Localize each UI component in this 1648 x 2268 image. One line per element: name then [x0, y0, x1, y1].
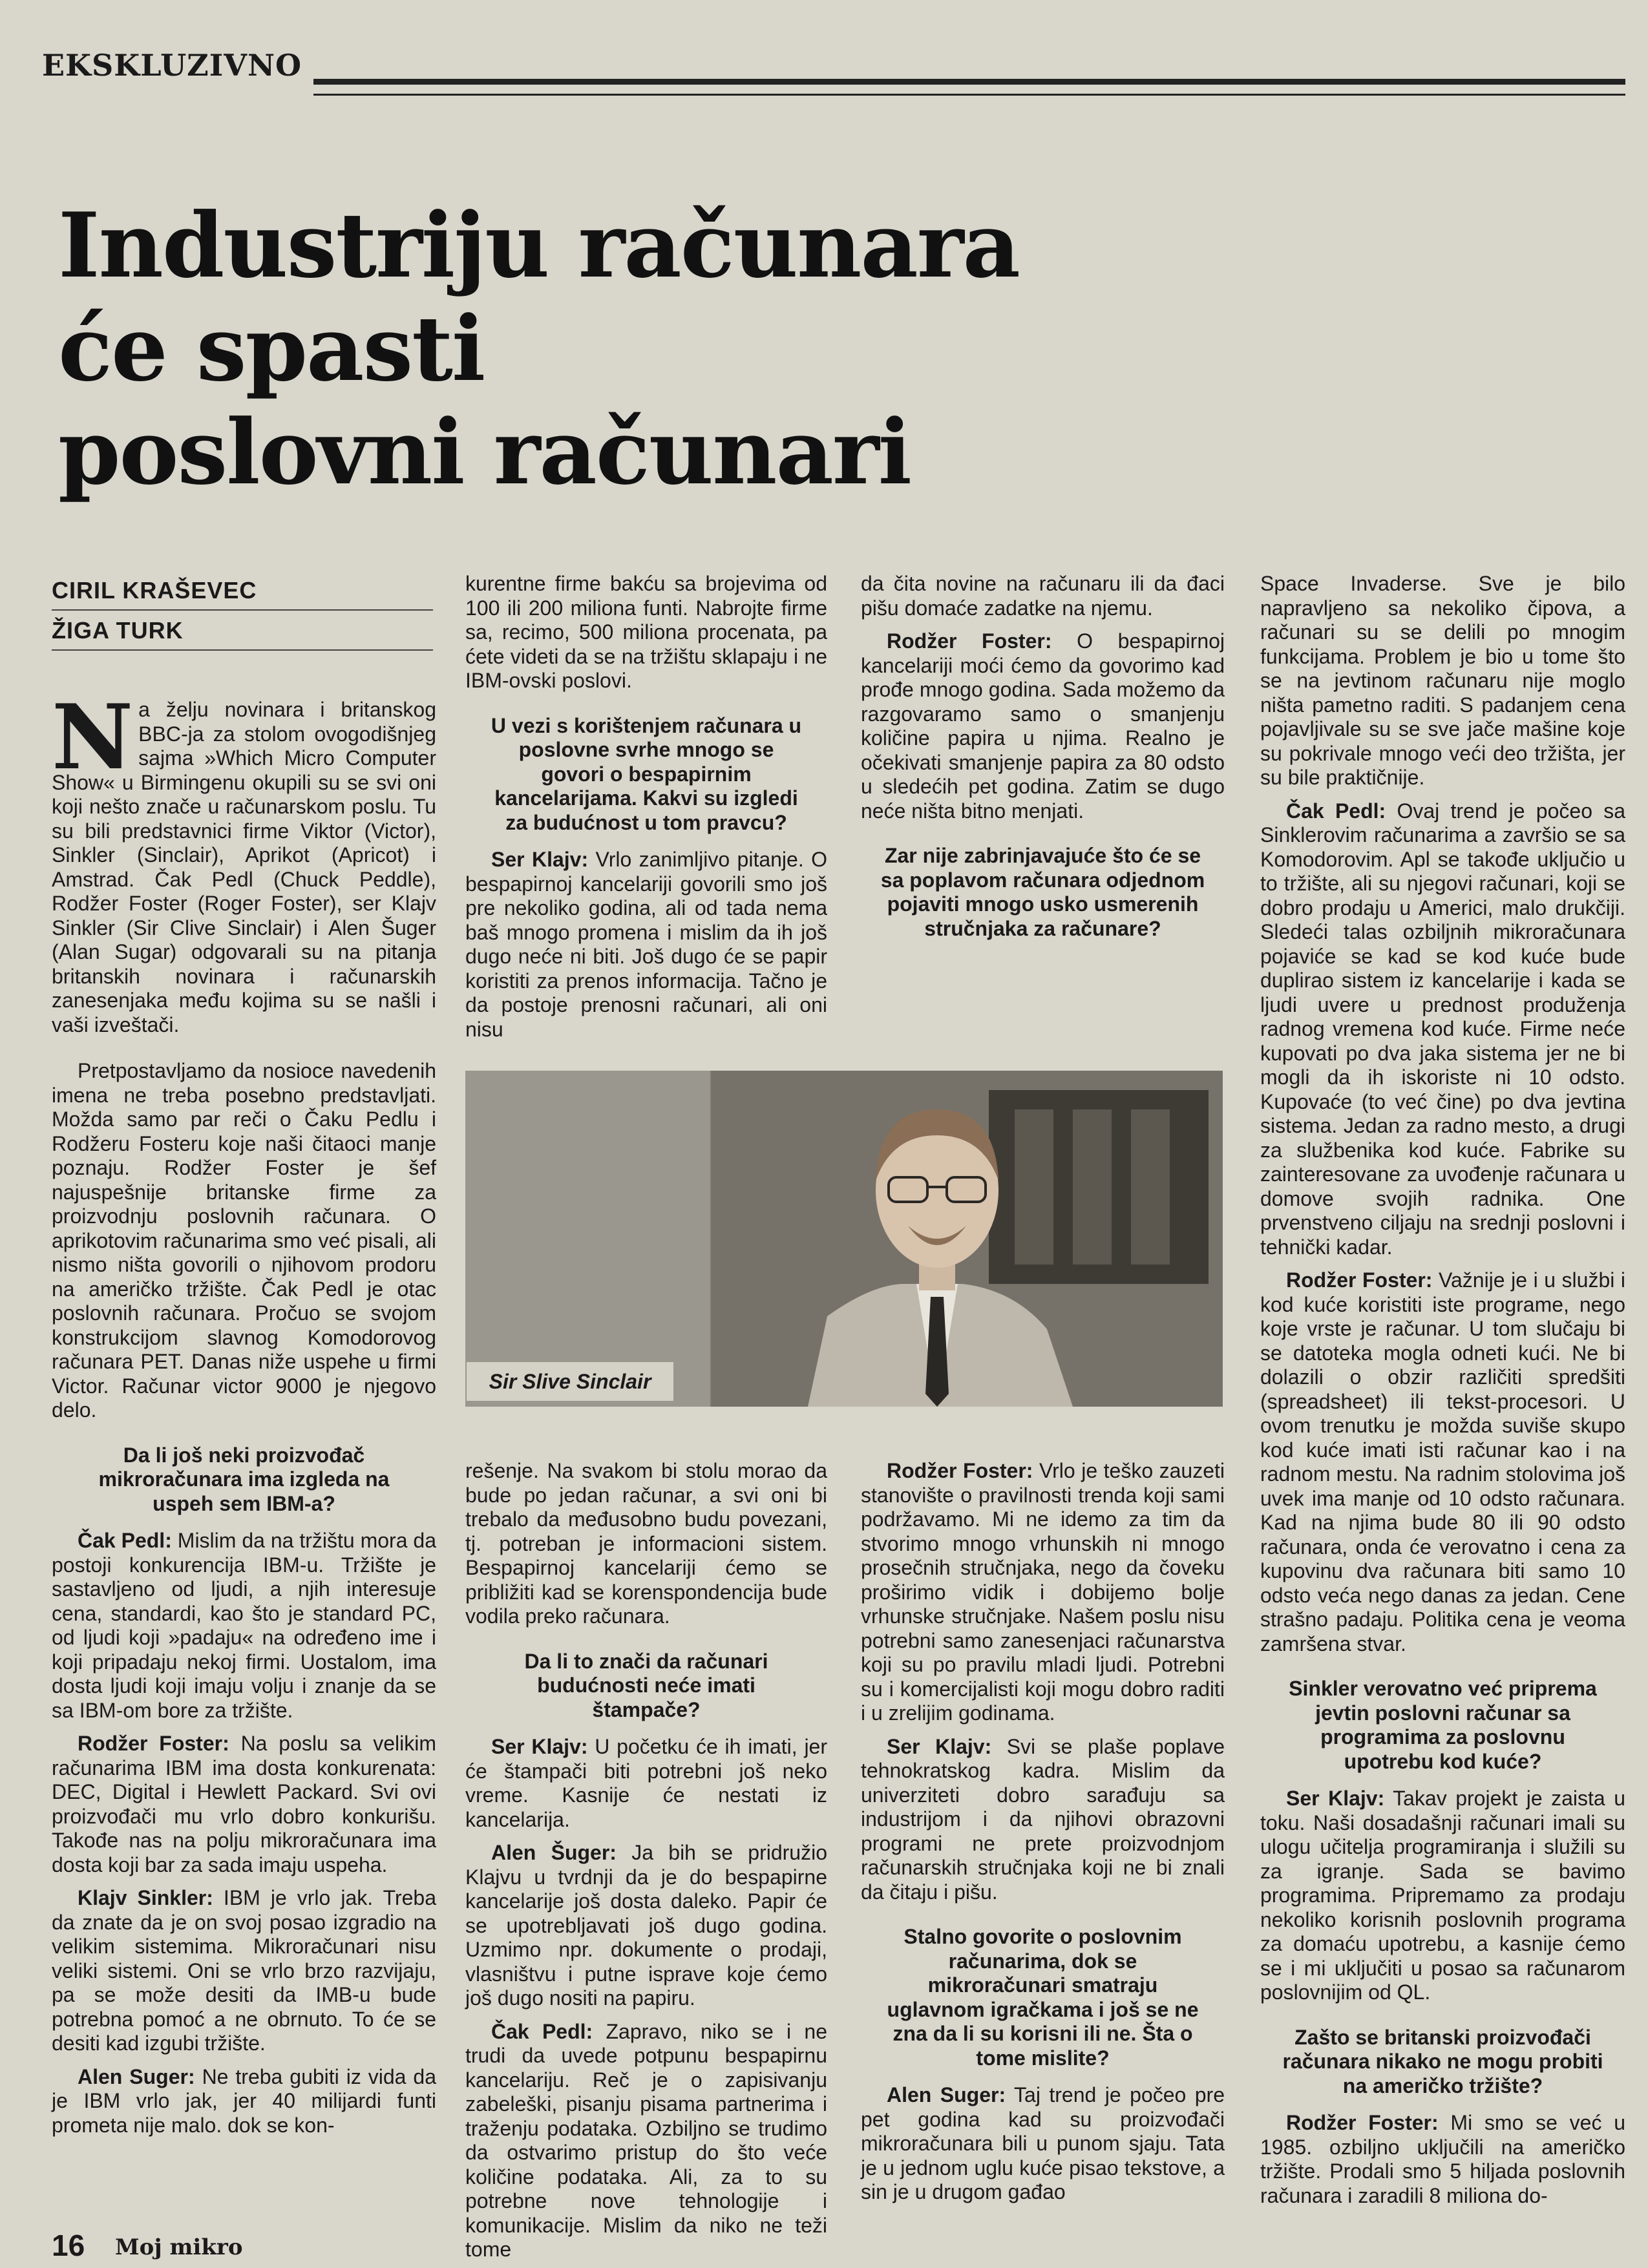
interview-answer [861, 629, 1225, 823]
answer-text: Svi se plaše poplave tehnokratskog kadra. Mislim da univerziteti dobro sarađuju sa industrijom i da njihovi obrazovni programi ne prete proizvodnjom računarskih stručnjaka koji ne bi znali da čitaju i pišu. [861, 1734, 1225, 1904]
answer-text: Mi smo se već u 1985. ozbiljno uključili na američko tržište. Prodali smo 5 hiljada poslovnih računara i zaradili 8 miliona do- [1260, 2111, 1626, 2207]
interview-answer [52, 2065, 436, 2138]
lead-paragraph [52, 684, 436, 1037]
portrait-illustration [711, 1071, 1223, 1407]
answer-text: Na poslu sa velikim računarima IBM ima dosta konkurenata: DEC, Digital i Hewlett Packard. Svi ovi proizvođači mu vrlo dobro konkurišu. Takođe nas na polju mikroračunara ima dosta koji bar za sada imaju uspeha. [52, 1732, 437, 1876]
interview-question: Sinkler verovatno već priprema jevtin poslovni računar sa programima za poslovnu upotrebu kod kuće? [1289, 1677, 1597, 1773]
interview-question: Zar nije zabrinjavajuće što će se sa poplavom računara odjednom pojaviti mnogo usko usmerenih stručnjaka za računare? [880, 844, 1205, 940]
interview-answer [465, 848, 827, 1042]
speaker-name: Ser Klajv: [491, 848, 589, 871]
speaker-name: Ser Klajv: [887, 1734, 992, 1758]
interview-answer [1260, 799, 1625, 1260]
interview-question: U vezi s korištenjem računara u poslovne svrhe mnogo se govori o bespapirnim kancelarijama. Kakvi su izgledi za budućnost u tom pravcu? [491, 713, 802, 834]
speaker-name: Rodžer Foster: [1286, 1268, 1433, 1292]
speaker-name: Rodžer Foster: [887, 629, 1052, 653]
interview-answer [1260, 1268, 1625, 1656]
headline [58, 194, 1157, 504]
speaker-name: Klajv Sinkler: [78, 1886, 213, 1909]
interview-answer [1260, 2111, 1625, 2208]
speaker-name: Alen Šuger: [491, 1841, 617, 1864]
article-column-3 [861, 572, 1225, 954]
interview-answer [465, 2020, 827, 2262]
answer-text: Ne treba gubiti iz vida da je IBM vrlo jak, jer 40 milijardi funti prometa nije malo. dok se kon- [52, 2064, 436, 2137]
headline-line-3: poslovni računari [58, 399, 911, 505]
body-paragraph: rešenje. Na svakom bi stolu morao da bude po jedan računar, a svi oni bi trebalo da međusobno budu povezani, tj. potreban je informacioni sistem. Bespapirnoj kancelariji ćemo se približiti kad se korenspondencija bude vodila preko računara. [465, 1459, 827, 1628]
interview-answer [465, 1735, 827, 1832]
speaker-name: Čak Pedl: [1286, 799, 1386, 823]
interview-answer [861, 2083, 1225, 2205]
answer-text: Vrlo zanimljivo pitanje. O bespapirnoj kancelariji govorili smo još pre nekoliko godina, ali od tada nema baš mnogo promena i mislim da ih još dugo neće ni biti. Još dugo će se papir koristiti za prenos informacija. Tačno je da postoje prenosni računari, ali oni nisu [465, 848, 828, 1041]
article-column-2-lower [465, 1459, 827, 2262]
section-rule [313, 79, 1625, 96]
interview-question: Stalno govorite o poslovnim računarima, dok se mikroračunari smatraju uglavnom igračkama i još se ne zna da li su korisni ili ne. Šta o tome mislite? [887, 1925, 1199, 2070]
answer-text: Mislim da na tržištu mora da postoji konkurencija IBM-u. Tržište je sastavljeno od ljudi, a njih interesuje cena, standardi, kao što je standard PC, od ljudi koji »padaju« na određeno ime i koji pripadaju nekoj firmi. Uostalom, ima dosta ljudi koji imaju volju i znanje da se sa IBM-om bore za tržište. [52, 1529, 437, 1722]
interview-answer [465, 1841, 827, 2011]
speaker-name: Ser Klajv: [491, 1735, 588, 1758]
interview-answer [52, 1886, 436, 2056]
answer-text: Taj trend je počeo pre pet godina kad su proizvođači mikroračunara bili u punom sjaju. Tata je u jednom uglu kuće pisao tekstove, a sin je u drugom gađao [861, 2083, 1225, 2203]
article-column-4 [1260, 572, 1625, 2208]
answer-text: O bespapirnoj kancelariji moći ćemo da govorimo kad prođe mnogo godina. Sada možemo da razgovaramo samo o smanjenju količine papira u njima. Realno je očekivati smanjenje papira za 80 odsto u sledećih pet godina. Zatim se dugo neće ništa bitno menjati. [861, 629, 1225, 823]
answer-text: Važnije je i u službi i kod kuće koristiti iste programe, nego koje vrste je računar. U tom slučaju bi se datoteka mogla odneti kući. Ne bi dolazili o obzir različiti spredšiti (spreadsheet) ili tekst-procesori. U ovom trenutku je možda suviše skupo kod kuće imati isti računar kao i na radnom mestu. Na radnim stolovima još uvek ima manje od 10 odsto računara. Kad na njima bude 80 ili 90 odsto računara, onda će verovatno i cena za kupovinu dva računara biti samo 10 odsto veća nego danas za jedan. Cene strašno padaju. Politika cena je veoma zamršena stvar. [1260, 1268, 1626, 1655]
interview-answer [861, 1459, 1225, 1726]
photo-panel [465, 1071, 710, 1407]
answer-text: IBM je vrlo jak. Treba da znate da je on svoj posao izgradio na velikim sistemima. Mikroračunari nisu veliki sistemi. Oni se vrlo brzo razvijaju, pa se može desiti da IMB-u bude potrebna pomoć a ne obrnuto. To će se desiti kad izgubi tržište. [52, 1886, 437, 2055]
article-column-1 [52, 684, 437, 2137]
body-paragraph: Space Invaderse. Sve je bilo napravljeno sa nekoliko čipova, a računari su se delili po mnogim funkcijama. Problem je bio u tome što se na jevtinom računaru nije moglo ništa pametno raditi. S padanjem cena pojavljivale su se sve jače mašine koje su pokrivale mnogo veći deo tržišta, jer su bile praktičnije. [1260, 572, 1625, 789]
author-1: CIRIL KRAŠEVEC [52, 577, 257, 604]
page-number: 16 [52, 2229, 85, 2262]
photo-portrait-area [711, 1071, 1223, 1407]
headline-line-2: će spasti [58, 296, 485, 401]
speaker-name: Rodžer Foster: [78, 1732, 229, 1755]
answer-text: Zapravo, niko se i ne trudi da uvede potpunu bespapirnu kancelariju. Reč je o zapisivanju zabeleški, pisanju pisama partnerima i traženju podataka. Ozbiljno se trudimo da ostvarimo pristup do što veće količine podataka. Ali, za to su potrebne nove tehnologije i komunikacije. Mislim da niko ne teži tome [465, 2019, 828, 2261]
byline-rule [52, 649, 433, 651]
drop-cap: N [52, 684, 134, 790]
answer-text: Vrlo je teško zauzeti stanovište o pravilnosti trenda koji sami podržavamo. Mi ne idemo za tim da stvorimo mnogo vrhunskih ni mnogo prosečnih stručnjaka, nego da čoveku proširimo vidik i dobijemo bolje vrhunske stručnjake. Našem poslu nisu potrebni samo zanesenjaci računarstva koji su po pravilu mladi ljudi. Potrebni su i komercijalisti koji mogu dobro raditi i u zrelijim godinama. [861, 1459, 1225, 1725]
interview-question: Da li to znači da računari budućnosti neće imati štampače? [524, 1649, 768, 1721]
photo-caption: Sir Slive Sinclair [467, 1362, 673, 1401]
speaker-name: Rodžer Foster: [887, 1459, 1033, 1482]
byline-rule [52, 609, 433, 611]
section-label: EKSKLUZIVNO [42, 48, 302, 83]
portrait-photo [465, 1071, 1223, 1407]
speaker-name: Ser Klajv: [1286, 1787, 1385, 1810]
magazine-name: Moj mikro [115, 2234, 243, 2260]
speaker-name: Alen Suger: [78, 2064, 195, 2088]
author-2: ŽIGA TURK [52, 617, 184, 644]
answer-text: Ovaj trend je počeo sa Sinklerovim računarima a završio se sa Komodorovim. Apl se takođe uključio u to tržište, ali su njegovi računari, koji se dobro prodaju u Americi, malo drukčiji. Sledeći talas ozbiljnih mikroračunara pojaviće se kad se kod kuće bude duplirao sistem iz kancelarije i kada se ljudi uvere u prednost produženja radnog vremena kod kuće. Firme neće kupovati po dva jaka sistema jer ne bi mogli da ih iskoriste ni 10 odsto. Kupovaće (to već čine) po dva jevtina sistema. Jedan za radno mesto, a drugi za službenika kod kuće. Fabrike su zainteresovane za uvođenje računara u domove svojih radnika. One prvenstveno ciljaju na srednji poslovni i tehnički kadar. [1260, 799, 1626, 1259]
interview-question: Da li još neki proizvođač mikroračunara ima izgleda na uspeh sem IBM-a? [98, 1443, 390, 1515]
interview-answer [52, 1732, 436, 1877]
body-paragraph: da čita novine na računaru ili da đaci pišu domaće zadatke na njemu. [861, 572, 1225, 620]
answer-text: Takav projekt je zaista u toku. Naši dosadašnji računari imali su ulogu učitelja programiranja i služili su za igranje. Sada se bavimo programima. Pripremamo za prodaju nekoliko korisnih poslovnih programa za domaću upotrebu, a kasnije ćemo se i mi uključiti u posao sa računarom poslovnijim od QL. [1260, 1787, 1625, 2004]
interview-question: Zašto se britanski proizvođači računara nikako ne mogu probiti na američko tržište? [1282, 2025, 1603, 2097]
lead-text: a želju novinara i britanskog BBC-ja za stolom ovogodišnjeg sajma »Which Micro Computer Show« u Birmingenu okupili su se svi oni koji nešto znače u računarskom poslu. Tu su bili predstavnici firme Viktor (Victor), Sinkler (Sinclair), Aprikot (Apricot) i Amstrad. Čak Pedl (Chuck Peddle), Rodžer Foster (Roger Foster), ser Klajv Sinkler (Sir Clive Sinclair) i Alen Šuger (Alan Sugar) odgovarali su na pitanja britanskih novinara i računarskih zanesenjaka među kojima su se našli i vaši izveštači. [52, 698, 436, 1036]
article-column-2 [465, 572, 827, 1042]
speaker-name: Rodžer Foster: [1286, 2111, 1439, 2134]
speaker-name: Alen Suger: [887, 2083, 1006, 2106]
body-paragraph: Pretpostavljamo da nosioce navedenih imena ne treba posebno predstavljati. Možda samo par reči o Čaku Pedlu i Rodžeru Fosteru koje naši čitaoci manje poznaju. Rodžer Foster je šef najuspešnije britanske firme za proizvodnju poslovnih računara. O aprikotovim računarima smo već pisali, ali nismo ništa govorili o njihovom prodoru na američko tržište. Čak Pedl je otac poslovnih računara. Pročuo se svojom konstrukcijom slavnog Komodorovog računara PET. Danas niže uspehe u firmi Victor. Računar victor 9000 je njegovo delo. [52, 1059, 436, 1422]
body-paragraph: kurentne firme bakću sa brojevima od 100 ili 200 miliona funti. Nabrojte firme sa, recimo, 500 miliona procenata, pa ćete videti da se na tržištu sklapaju i ne IBM-ovski poslovi. [465, 572, 827, 692]
speaker-name: Čak Pedl: [491, 2019, 593, 2043]
interview-answer [1260, 1787, 1625, 2005]
interview-answer [861, 1735, 1225, 1905]
interview-answer [52, 1529, 436, 1723]
headline-line-1: Industriju računara [58, 193, 1019, 298]
article-column-3-lower [861, 1459, 1225, 2205]
speaker-name: Čak Pedl: [78, 1529, 172, 1552]
answer-text: Ja bih se pridružio Klajvu u tvrdnji da je do bespapirne kancelarije još dosta daleko. Papir će se upotrebljavati još dugo godina. Uzmimo npr. dokumente o prodaji, vlasništvu i putne isprave koje ćemo još dugo nositi na papiru. [465, 1841, 828, 2010]
answer-text: U početku će ih imati, jer će štampači biti potrebni još neko vreme. Kasnije će nestati iz kancelarija. [465, 1735, 827, 1831]
